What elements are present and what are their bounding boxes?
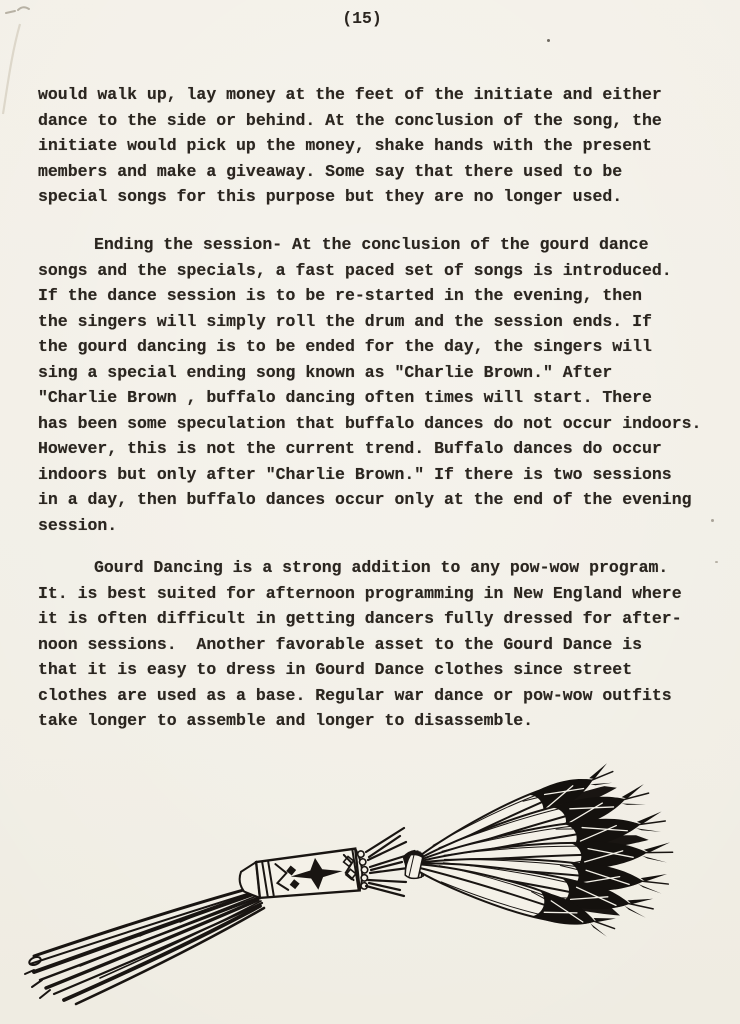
text-line: the gourd dancing is to be ended for the day, the singers will [38, 337, 652, 356]
fan-fringe [25, 886, 264, 1004]
text-line: noon sessions. Another favorable asset to the Gourd Dance is [38, 634, 642, 654]
paragraph [38, 232, 728, 538]
text-line: Ending the session- At the conclusion of the gourd dance [94, 235, 649, 254]
text-line: session. [38, 515, 118, 535]
text-line: special songs for this purpose but they are no longer used. [38, 187, 623, 206]
text-line: take longer to assemble and longer to disassemble. [38, 711, 534, 730]
fan-feathers [401, 758, 674, 941]
text-line: would walk up, lay money at the feet of the initiate and either [38, 85, 662, 104]
feather-quills [366, 828, 408, 896]
text-line: songs and the specials, a fast paced set of songs is introduced. [38, 260, 672, 280]
text-line: sing a special ending song known as "Charlie Brown." After [38, 362, 613, 382]
feather-fan-illustration [20, 740, 720, 1024]
text-line: it is often difficult in getting dancers fully dressed for after- [38, 609, 682, 628]
paragraph [38, 82, 728, 210]
text-line: initiate would pick up the money, shake hands with the present [38, 136, 652, 155]
text-line: It. is best suited for afternoon programming in New England where [38, 583, 682, 603]
text-line: in a day, then buffalo dances occur only at the end of the evening [38, 490, 692, 509]
text-line: clothes are used as a base. Regular war dance or pow-wow outfits [38, 685, 672, 705]
crease-mark [3, 24, 20, 114]
text-line: If the dance session is to be re-started in the evening, then [38, 286, 642, 305]
text-line: that it is easy to dress in Gourd Dance clothes since street [38, 660, 633, 679]
text-line: "Charlie Brown , buffalo dancing often times will start. There [38, 388, 652, 407]
page-number: (15) [342, 9, 382, 28]
fan-handle-band [238, 848, 370, 903]
paragraph [38, 555, 728, 734]
text-line: Gourd Dancing is a strong addition to any pow-wow program. [94, 558, 669, 577]
text-line: However, this is not the current trend. Buffalo dances do occur [38, 439, 662, 458]
text-line: members and make a giveaway. Some say that there used to be [38, 161, 623, 181]
ink-speck [547, 39, 550, 42]
text-line: dance to the side or behind. At the conclusion of the song, the [38, 110, 662, 130]
text-line: indoors but only after "Charlie Brown." If there is two sessions [38, 464, 672, 484]
text-line: has been some speculation that buffalo dances do not occur indoors. [38, 413, 702, 433]
text-line: the singers will simply roll the drum and the session ends. If [38, 311, 652, 331]
